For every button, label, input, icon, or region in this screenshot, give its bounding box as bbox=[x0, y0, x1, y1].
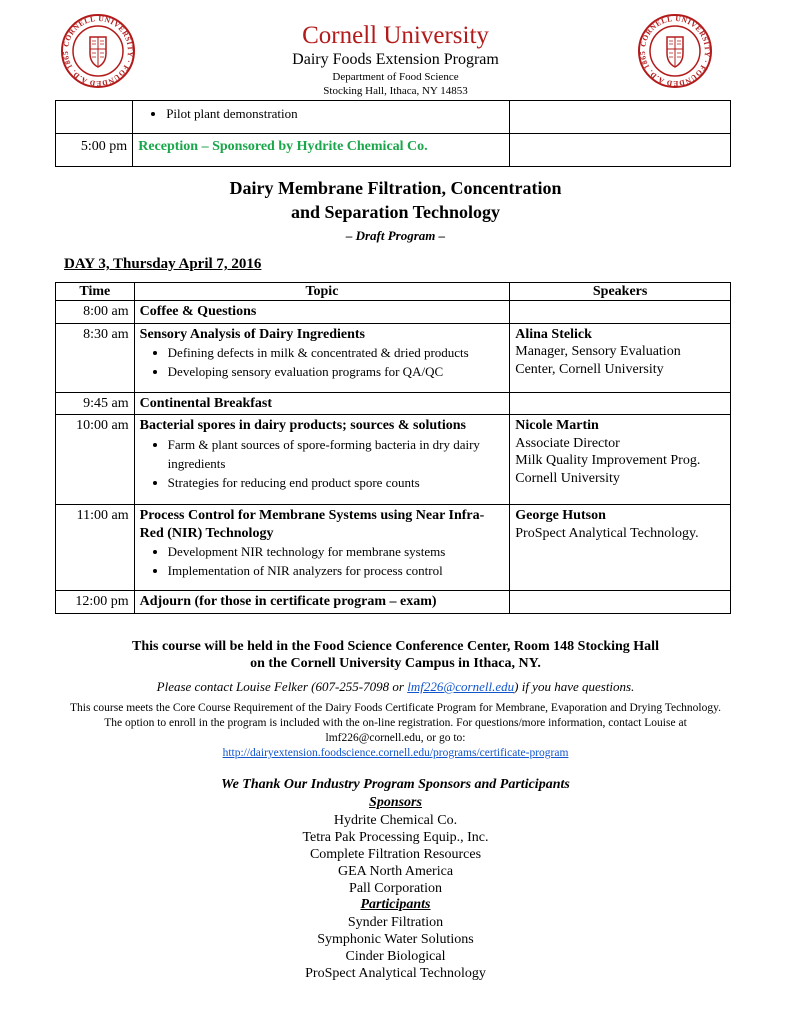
contact-text: ) if you have questions. bbox=[514, 679, 635, 694]
speaker-name: George Hutson bbox=[515, 508, 606, 523]
certificate-note bbox=[0, 701, 791, 761]
contact-line bbox=[0, 679, 791, 695]
time-cell: 9:45 am bbox=[56, 392, 135, 415]
previous-day-table bbox=[55, 100, 731, 167]
topic-cell bbox=[134, 323, 510, 392]
day-heading: DAY 3, Thursday April 7, 2016 bbox=[64, 256, 262, 272]
table-row bbox=[56, 101, 731, 134]
topic-cell bbox=[133, 101, 510, 134]
speaker-cell bbox=[510, 301, 731, 324]
program-subtitle: Dairy Foods Extension Program bbox=[292, 51, 499, 68]
table-row bbox=[56, 301, 731, 324]
speaker-cell bbox=[509, 101, 730, 134]
time-cell: 8:00 am bbox=[56, 301, 135, 324]
time-cell: 11:00 am bbox=[56, 505, 135, 591]
list-item: Synder Filtration bbox=[347, 915, 444, 930]
list-item: • Development NIR technology for membrane systems bbox=[168, 542, 506, 561]
speaker-role: Manager, Sensory Evaluation bbox=[515, 344, 681, 359]
speaker-cell bbox=[510, 323, 731, 392]
table-row bbox=[56, 134, 731, 167]
table-row bbox=[56, 505, 731, 591]
department-line: Department of Food Science bbox=[332, 71, 459, 83]
speaker-name: Alina Stelick bbox=[515, 326, 592, 342]
address-line: Stocking Hall, Ithaca, NY 14853 bbox=[323, 85, 468, 97]
column-header-speakers: Speakers bbox=[510, 283, 731, 301]
list-item: • Defining defects in milk & concentrated & dried products bbox=[168, 343, 506, 362]
list-item: Tetra Pak Processing Equip., Inc. bbox=[302, 830, 489, 845]
venue-line2: on the Cornell University Campus in Ithaca, NY. bbox=[250, 656, 541, 671]
table-row bbox=[56, 323, 731, 392]
sponsors-heading: Sponsors bbox=[369, 795, 422, 810]
column-header-time: Time bbox=[56, 283, 135, 301]
list-item: Symphonic Water Solutions bbox=[317, 932, 474, 947]
program-title-line1: Dairy Membrane Filtration, Concentration bbox=[229, 178, 562, 198]
speaker-cell bbox=[509, 134, 730, 167]
table-row bbox=[56, 415, 731, 505]
list-item: • Implementation of NIR analyzers for process control bbox=[168, 561, 506, 580]
schedule-table bbox=[55, 282, 731, 614]
table-row bbox=[56, 591, 731, 614]
list-item: • Pilot plant demonstration bbox=[166, 105, 504, 122]
list-item: Pall Corporation bbox=[349, 881, 442, 896]
speaker-affiliation: Milk Quality Improvement Prog. bbox=[515, 453, 701, 468]
list-item: • Farm & plant sources of spore-forming bacteria in dry dairy ingredients bbox=[168, 435, 506, 473]
speaker-affiliation: ProSpect Analytical Technology. bbox=[515, 525, 699, 541]
time-cell: 12:00 pm bbox=[56, 591, 135, 614]
venue-line1: This course will be held in the Food Science Conference Center, Room 148 Stocking Hall bbox=[132, 639, 659, 654]
contact-text: Please contact Louise Felker (607-255-7098 or bbox=[156, 679, 408, 694]
topic-cell bbox=[134, 415, 510, 505]
table-row bbox=[56, 392, 731, 415]
topic-title: Sensory Analysis of Dairy Ingredients bbox=[139, 326, 365, 342]
reception-event: Reception – Sponsored by Hydrite Chemical Co. bbox=[133, 134, 510, 167]
list-item: • Developing sensory evaluation programs for QA/QC bbox=[168, 362, 506, 381]
speaker-cell bbox=[510, 505, 731, 591]
time-cell bbox=[56, 101, 133, 134]
contact-email-link[interactable]: lmf226@cornell.edu bbox=[407, 679, 515, 694]
speaker-cell bbox=[510, 591, 731, 614]
topic-title: Bacterial spores in dairy products; sources & solutions bbox=[139, 418, 466, 433]
speaker-affiliation: Cornell University bbox=[515, 470, 620, 486]
svg-text:CORNELL UNIVERSITY · FOUNDED A: CORNELL UNIVERSITY · FOUNDED A.D. 1865 bbox=[60, 13, 136, 89]
topic-title: Adjourn (for those in certificate program – exam) bbox=[134, 591, 510, 614]
draft-label: – Draft Program – bbox=[345, 228, 446, 243]
program-title-line2: and Separation Technology bbox=[290, 202, 501, 222]
list-item: Complete Filtration Resources bbox=[309, 847, 482, 862]
speaker-cell bbox=[510, 415, 731, 505]
note-text: This course meets the Core Course Requirement of the Dairy Foods Certificate Program for Membrane, Evaporation and Drying Technology. The option to enroll in the program is included with the on-line registration. For questions/more information, contact Louise at lmf226@cornell.edu, or go to: bbox=[69, 702, 721, 744]
time-cell: 8:30 am bbox=[56, 323, 135, 392]
certificate-program-link[interactable]: http://dairyextension.foodscience.cornell.edu/programs/certificate-program bbox=[222, 747, 569, 759]
topic-title: Continental Breakfast bbox=[134, 392, 510, 415]
list-item: Cinder Biological bbox=[345, 949, 446, 964]
thanks-heading: We Thank Our Industry Program Sponsors and Participants bbox=[221, 777, 570, 792]
speaker-role: Associate Director bbox=[515, 435, 620, 451]
list-item: ProSpect Analytical Technology bbox=[305, 966, 486, 981]
time-cell: 10:00 am bbox=[56, 415, 135, 505]
participants-heading: Participants bbox=[360, 897, 431, 912]
speaker-name: Nicole Martin bbox=[515, 418, 599, 433]
list-item: • Strategies for reducing end product spore counts bbox=[168, 473, 506, 492]
speaker-cell bbox=[510, 392, 731, 415]
topic-title: Coffee & Questions bbox=[134, 301, 510, 324]
svg-text:CORNELL UNIVERSITY · FOUNDED A: CORNELL UNIVERSITY · FOUNDED A.D. 1865 bbox=[637, 13, 713, 89]
time-cell: 5:00 pm bbox=[56, 134, 133, 167]
list-item: Hydrite Chemical Co. bbox=[333, 813, 458, 828]
university-title: Cornell University bbox=[302, 22, 489, 49]
topic-title: Process Control for Membrane Systems using Near Infra-Red (NIR) Technology bbox=[139, 508, 485, 541]
speaker-affiliation: Center, Cornell University bbox=[515, 361, 664, 377]
topic-cell bbox=[134, 505, 510, 591]
table-header-row bbox=[56, 283, 731, 301]
list-item: GEA North America bbox=[337, 864, 454, 879]
column-header-topic: Topic bbox=[134, 283, 510, 301]
